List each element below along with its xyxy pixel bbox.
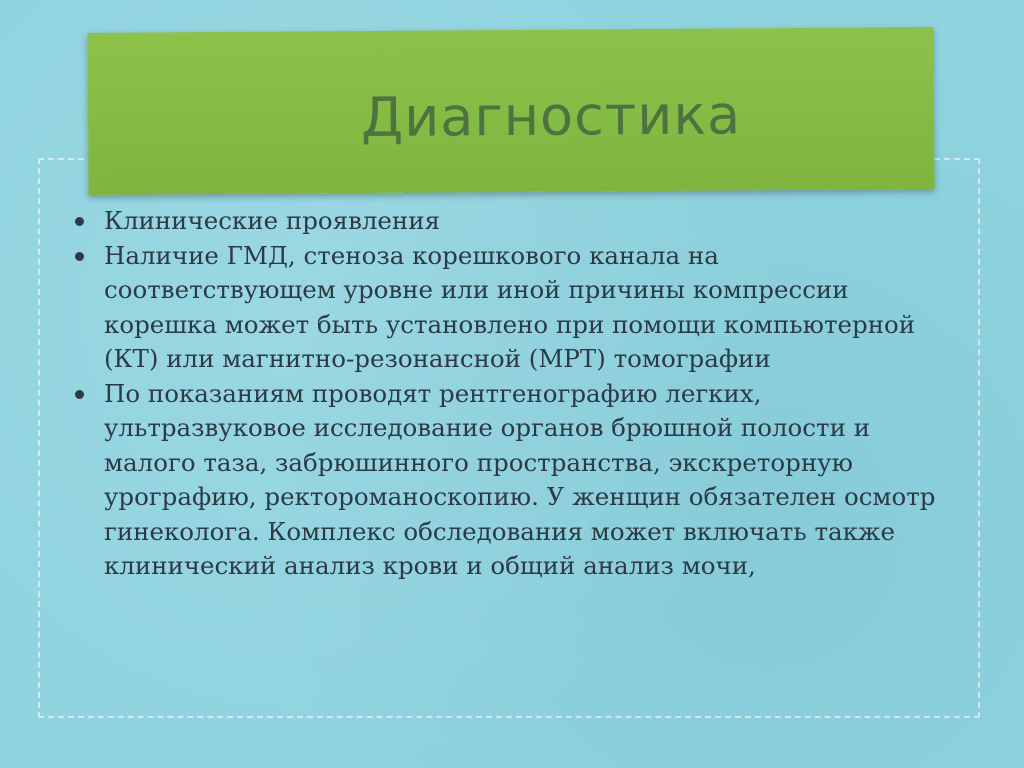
bullet-text: По показаниям проводят рентгенографию легких, ультразвуковое исследование органов брюшной полости и малого таза, забрюшинного пространства, экскреторную урографию, ректороманоскопию. У женщин обязателен осмотр гинеколога. Комплекс обследования может включать также клинический анализ крови и общий анализ мочи,: [104, 378, 936, 580]
bullet-dot-icon: [75, 390, 84, 399]
bullet-list: [66, 204, 946, 584]
bullet-text: Клинические проявления: [104, 206, 441, 235]
bullet-item: [66, 377, 946, 584]
bullet-dot-icon: [75, 217, 84, 226]
bullet-item: [66, 204, 946, 239]
slide-title: Диагностика: [360, 82, 742, 149]
bullet-text: Наличие ГМД, стеноза корешкового канала на соответствующем уровне или иной причины компрессии корешка может быть установлено при помощи компьютерной (КТ) или магнитно-резонансной (МРТ) томографии: [104, 240, 916, 373]
bullet-dot-icon: [75, 252, 84, 261]
slide-content: [66, 204, 946, 584]
bullet-item: [66, 239, 946, 377]
title-card: [87, 27, 934, 195]
